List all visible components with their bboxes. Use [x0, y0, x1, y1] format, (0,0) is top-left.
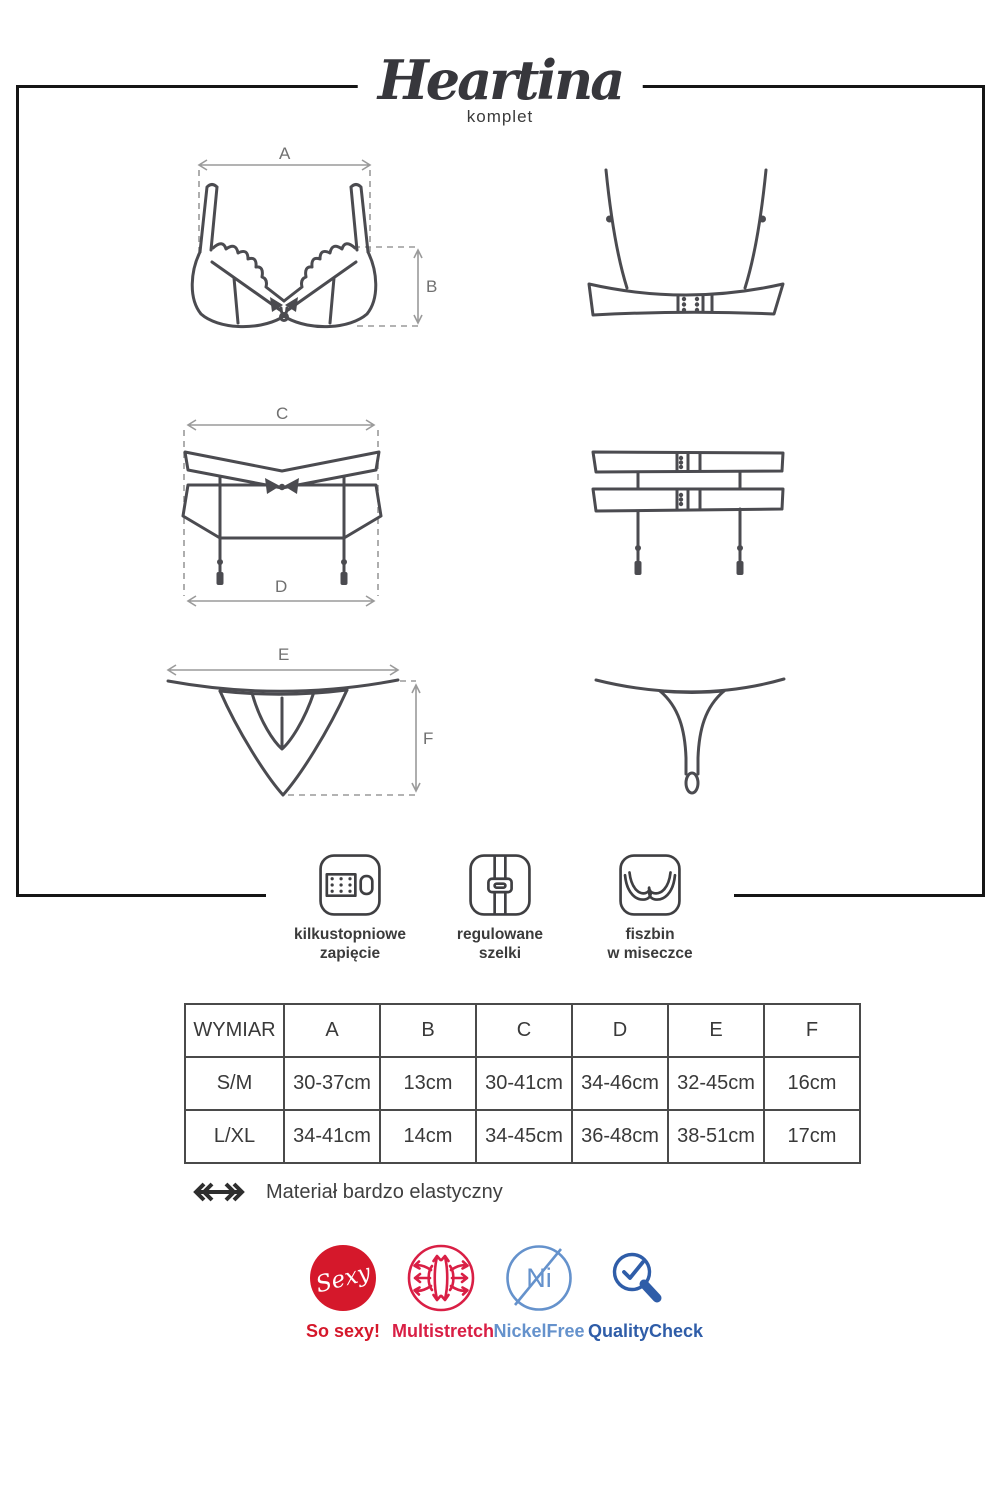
badge-multistretch: [392, 1243, 495, 1342]
brand-subtitle: komplet: [466, 106, 534, 126]
size-value: 14cm: [380, 1110, 476, 1163]
size-value: 36-48cm: [572, 1110, 668, 1163]
dimension-label-f: F: [423, 729, 434, 748]
badge-label: So sexy!: [305, 1321, 381, 1341]
bra-back-diagram: [570, 148, 830, 353]
size-value: 17cm: [764, 1110, 860, 1163]
dimension-label-a: A: [279, 144, 291, 163]
bra-front-diagram: [150, 140, 470, 360]
panties-front-diagram: [140, 640, 460, 825]
badge-label: Multistretch: [392, 1321, 495, 1341]
size-value: 16cm: [764, 1057, 860, 1110]
size-table-header: A: [284, 1004, 380, 1057]
sexy-badge-text: Sexy: [313, 1259, 374, 1299]
material-note-text: Materiał bardzo elastyczny: [266, 1180, 503, 1203]
badge-nickel-free: [490, 1243, 588, 1342]
feature-label-line1: kilkustopniowe: [294, 926, 406, 943]
size-table: [184, 1003, 861, 1164]
size-value: 30-41cm: [476, 1057, 572, 1110]
size-name: S/M: [185, 1057, 284, 1110]
garter-belt-front-diagram: [150, 400, 450, 625]
feature-label-line2: zapięcie: [319, 945, 381, 963]
dimension-label-d: D: [275, 577, 288, 596]
badge-quality-check: [588, 1243, 704, 1342]
nickel-free-icon: [504, 1243, 574, 1313]
size-table-header: F: [764, 1004, 860, 1057]
dimension-label-c: C: [276, 404, 289, 423]
hook-closure-icon: [317, 852, 383, 918]
thong-back-diagram: [580, 650, 840, 825]
size-value: 34-46cm: [572, 1057, 668, 1110]
badge-label: NickelFree: [493, 1321, 585, 1341]
size-name: L/XL: [185, 1110, 284, 1163]
size-value: 38-51cm: [668, 1110, 764, 1163]
feature-label-line2: w miseczce: [607, 945, 693, 963]
feature-icons-strip: [266, 852, 734, 964]
multistretch-icon: [406, 1243, 476, 1313]
nickel-symbol-text: Ni: [526, 1263, 552, 1293]
quality-check-icon: [602, 1243, 672, 1313]
size-table-header: E: [668, 1004, 764, 1057]
size-value: 32-45cm: [668, 1057, 764, 1110]
size-table-header: WYMIAR: [185, 1004, 284, 1057]
size-value: 13cm: [380, 1057, 476, 1110]
feature-label-line1: regulowane: [456, 926, 544, 943]
size-value: 34-45cm: [476, 1110, 572, 1163]
underwire-cup-icon: [617, 852, 683, 918]
size-table-header-row: [185, 1004, 860, 1057]
feature-underwire-cup: [592, 852, 708, 964]
badge-row: [294, 1243, 704, 1342]
sexy-badge-icon: [308, 1243, 378, 1313]
feature-label-line1: fiszbin: [625, 926, 675, 943]
dimension-label-e: E: [278, 645, 290, 664]
garter-belt-back-diagram: [580, 420, 820, 605]
size-value: 30-37cm: [284, 1057, 380, 1110]
badge-label: QualityCheck: [588, 1321, 704, 1341]
adjustable-straps-icon: [467, 852, 533, 918]
feature-label-line2: szelki: [478, 945, 522, 963]
material-note: [186, 1180, 503, 1204]
feature-adjustable-straps: [442, 852, 558, 964]
size-table-row-sm: [185, 1057, 860, 1110]
brand-name: Heartina: [377, 48, 623, 112]
stretch-arrows-icon: [186, 1180, 252, 1204]
brand-logo: [358, 48, 643, 127]
dimension-label-b: B: [426, 277, 438, 296]
size-table-header: C: [476, 1004, 572, 1057]
size-table-header: D: [572, 1004, 668, 1057]
feature-hook-closure: [292, 852, 408, 964]
size-table-header: B: [380, 1004, 476, 1057]
badge-so-sexy: [294, 1243, 392, 1342]
size-table-row-lxl: [185, 1110, 860, 1163]
size-value: 34-41cm: [284, 1110, 380, 1163]
